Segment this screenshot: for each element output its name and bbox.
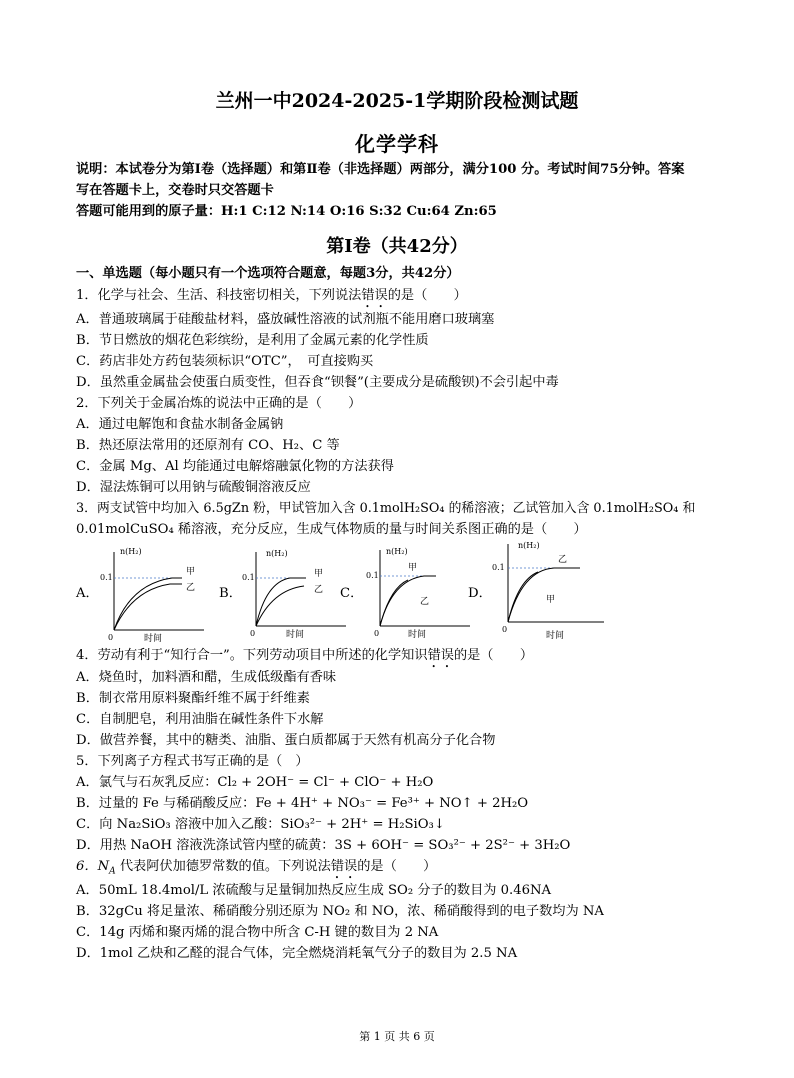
q3-graph-d-origin: 0 xyxy=(502,625,508,634)
q1-option-d: D．虽然重金属盐会使蛋白质变性，但吞食“钡餐”(主要成分是硫酸钡)不会引起中毒 xyxy=(76,375,559,390)
q3-graph-c-label: C． xyxy=(340,586,364,601)
q3-graph-d xyxy=(488,540,608,642)
q3-graph-c xyxy=(364,546,474,642)
q3-graph-b-ytick: 0.1 xyxy=(242,573,255,582)
q5-option-a: A．氯气与石灰乳反应：Cl₂ + 2OH⁻ = Cl⁻ + ClO⁻ + H₂O xyxy=(76,775,434,790)
q3-graph-b-origin: 0 xyxy=(250,629,256,638)
q3-graph-d-top-curve: 乙 xyxy=(558,555,568,565)
q1-option-c: C．药店非处方药包装须标识“OTC”， 可直接购买 xyxy=(76,354,374,369)
q6-option-d: D．1mol 乙炔和乙醛的混合气体，完全燃烧消耗氧气分子的数目为 2.5 NA xyxy=(76,946,518,961)
subject-title: 化学学科 xyxy=(355,132,439,156)
q3-graph-a-xlabel: 时间 xyxy=(144,634,163,642)
q3-graph-b-xlabel: 时间 xyxy=(286,630,305,640)
q3-graph-a-origin: 0 xyxy=(108,633,114,642)
q3-graph-c-origin: 0 xyxy=(374,629,380,638)
q3-graph-d-bottom-curve: 甲 xyxy=(546,595,556,605)
q3-graph-a-ylabel: n(H₂) xyxy=(120,547,142,556)
q3-graph-c-xlabel: 时间 xyxy=(408,630,427,640)
q1-option-a: A．普通玻璃属于硅酸盐材料，盛放碱性溶液的试剂瓶不能用磨口玻璃塞 xyxy=(76,312,495,327)
q3-graph-a-top-curve: 甲 xyxy=(186,567,196,577)
q3-graph-options xyxy=(76,541,736,642)
note-line-1: 说明：本试卷分为第Ⅰ卷（选择题）和第Ⅱ卷（非选择题）两部分，满分100 分。考试时间75分钟。答案 xyxy=(76,162,685,177)
page-footer: 第 1 页 共 6 页 xyxy=(359,1030,435,1043)
q6-option-a: A．50mL 18.4mol/L 浓硫酸与足量铜加热反应生成 SO₂ 分子的数目为 0.46NA xyxy=(76,883,552,898)
part-heading: 一、单选题（每小题只有一个选项符合题意，每题3分，共42分） xyxy=(76,266,460,281)
note-line-2: 写在答题卡上，交卷时只交答题卡 xyxy=(76,183,274,198)
q2-option-d: D．湿法炼铜可以用钠与硫酸铜溶液反应 xyxy=(76,480,311,495)
q3-graph-a-label: A． xyxy=(76,586,99,601)
q5-option-d: D．用热 NaOH 溶液洗涤试管内壁的硫黄：3S + 6OH⁻ = SO₃²⁻ + 2S²⁻ + 3H₂O xyxy=(76,838,571,853)
q4-stem-post: 的是（ ） xyxy=(453,648,534,663)
q5-option-b: B．过量的 Fe 与稀硝酸反应：Fe + 4H⁺ + NO₃⁻ = Fe³⁺ + NO↑ + 2H₂O xyxy=(76,796,529,811)
q4-option-a: A．烧鱼时，加料酒和醋，生成低级酯有香味 xyxy=(76,670,337,685)
q1-stem-pre: 1．化学与社会、生活、科技密切相关，下列说法 xyxy=(76,288,362,303)
q3-graph-c-top-curve: 甲 xyxy=(408,563,418,573)
q6-emphasis: 错误 xyxy=(330,859,358,874)
q3-graph-b xyxy=(242,546,352,642)
q3-graph-a-ytick: 0.1 xyxy=(100,573,113,582)
exam-title: 兰州一中2024-2025-1学期阶段检测试题 xyxy=(215,90,579,112)
q3-graph-b-label: B． xyxy=(219,586,242,601)
q4-option-c: C．自制肥皂，利用油脂在碱性条件下水解 xyxy=(76,712,324,727)
q3-stem-line1: 3．两支试管中均加入 6.5gZn 粉，甲试管加入含 0.1molH₂SO₄ 的稀溶液；乙试管加入含 0.1molH₂SO₄ 和 xyxy=(76,501,696,516)
q3-graph-a-bottom-curve: 乙 xyxy=(186,583,196,593)
q2-option-b: B．热还原法常用的还原剂有 CO、H₂、C 等 xyxy=(76,438,340,453)
q3-graph-b-ylabel: n(H₂) xyxy=(266,549,288,558)
q3-graph-b-top-curve: 甲 xyxy=(314,569,324,579)
q3-stem-line2: 0.01molCuSO₄ 稀溶液，充分反应，生成气体物质的量与时间关系图正确的是（ ） xyxy=(76,522,587,537)
atomic-mass-line: 答题可能用到的原子量：H:1 C:12 N:14 O:16 S:32 Cu:64 Zn:65 xyxy=(76,204,497,219)
q1-emphasis: 错误 xyxy=(361,288,388,303)
q3-graph-c-ylabel: n(H₂) xyxy=(386,547,408,556)
q1-option-b: B．节日燃放的烟花色彩缤纷，是利用了金属元素的化学性质 xyxy=(76,333,429,348)
q3-graph-d-ytick: 0.1 xyxy=(492,563,505,572)
q1-stem-post: 的是（ ） xyxy=(387,288,467,303)
q6-stem-pre: 6．N xyxy=(76,859,110,874)
q6-stem-sub: A xyxy=(109,866,116,877)
section-title: 第Ⅰ卷（共42分） xyxy=(326,236,468,257)
q2-option-c: C．金属 Mg、Al 均能通过电解熔融氯化物的方法获得 xyxy=(76,459,394,474)
q4-emphasis: 错误 xyxy=(427,648,454,663)
q6-stem-mid: 代表阿伏加德罗常数的值。下列说法 xyxy=(115,859,331,874)
q3-graph-c-ytick: 0.1 xyxy=(366,571,379,580)
q2-option-a: A．通过电解饱和食盐水制备金属钠 xyxy=(76,417,284,432)
q2-stem: 2．下列关于金属冶炼的说法中正确的是（ ） xyxy=(76,396,362,411)
q5-option-c: C．向 Na₂SiO₃ 溶液中加入乙酸：SiO₃²⁻ + 2H⁺ = H₂SiO₃↓ xyxy=(76,817,445,832)
q4-option-d: D．做营养餐，其中的糖类、油脂、蛋白质都属于天然有机高分子化合物 xyxy=(76,733,496,748)
q6-stem xyxy=(76,857,736,882)
q5-stem: 5．下列离子方程式书写正确的是（ ） xyxy=(76,754,309,769)
q6-option-c: C．14g 丙烯和聚丙烯的混合物中所含 C-H 键的数目为 2 NA xyxy=(76,925,439,940)
q6-stem-post: 的是（ ） xyxy=(357,859,437,874)
q6-option-b: B．32gCu 将足量浓、稀硝酸分别还原为 NO₂ 和 NO，浓、稀硝酸得到的电子数均为 NA xyxy=(76,904,604,919)
q3-graph-d-xlabel: 时间 xyxy=(546,631,565,641)
q4-option-b: B．制衣常用原料聚酯纤维不属于纤维素 xyxy=(76,691,310,706)
q3-graph-d-label: D． xyxy=(468,586,492,601)
q3-graph-b-bottom-curve: 乙 xyxy=(314,585,324,595)
q3-graph-a xyxy=(100,546,210,642)
q4-stem-pre: 4．劳动有利于“知行合一”。下列劳动项目中所述的化学知识 xyxy=(76,648,428,663)
q3-graph-d-ylabel: n(H₂) xyxy=(518,541,540,550)
q3-graph-c-bottom-curve: 乙 xyxy=(420,597,430,607)
q1-stem xyxy=(76,286,736,311)
